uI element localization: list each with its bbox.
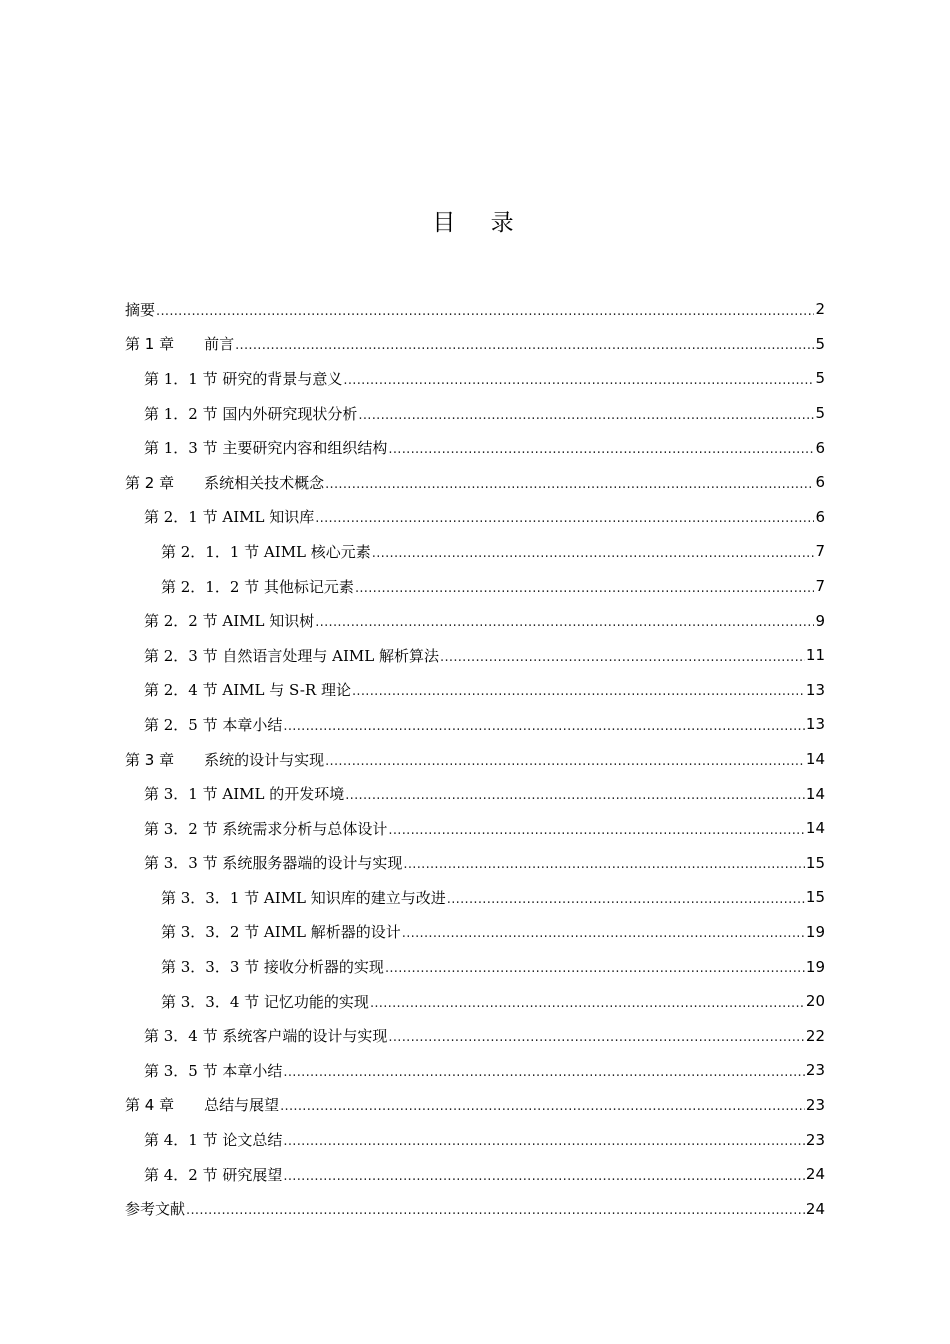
toc-dot-leader	[372, 547, 815, 560]
toc-entry-label: 参考文献	[125, 1200, 186, 1219]
toc-entry[interactable]	[125, 292, 825, 327]
toc-entry-label: 摘要	[125, 300, 156, 319]
toc-entry[interactable]	[125, 500, 825, 535]
toc-dot-leader	[345, 789, 805, 802]
toc-dot-leader	[358, 409, 814, 422]
toc-entry-label: 第 3．4 节 系统客户端的设计与实现	[144, 1027, 388, 1046]
toc-entry-label: 第 2．1．2 节 其他标记元素	[161, 577, 354, 596]
toc-entry-label: 第 1．3 节 主要研究内容和组织结构	[144, 439, 388, 458]
toc-entry[interactable]	[125, 846, 825, 881]
toc-entry-label: 第 2．5 节 本章小结	[144, 715, 283, 734]
toc-entry-page-number: 9	[815, 611, 825, 630]
toc-entry-label: 第 3．3．3 节 接收分析器的实现	[161, 958, 384, 977]
toc-entry[interactable]	[125, 776, 825, 811]
toc-dot-leader	[403, 858, 805, 871]
toc-entry[interactable]	[125, 465, 825, 500]
toc-entry-page-number: 5	[815, 404, 825, 423]
toc-entry-page-number: 15	[805, 853, 825, 872]
toc-dot-leader	[355, 582, 815, 595]
toc-entry-label: 第 3．3 节 系统服务器端的设计与实现	[144, 854, 403, 873]
toc-entry-label: 第 2．1．1 节 AIML 核心元素	[161, 542, 371, 561]
toc-entry[interactable]	[125, 949, 825, 984]
toc-entry[interactable]	[125, 603, 825, 638]
toc-entry-page-number: 24	[805, 1199, 825, 1218]
toc-dot-leader	[315, 616, 814, 629]
toc-entry[interactable]	[125, 984, 825, 1019]
toc-dot-leader	[156, 305, 814, 318]
toc-entry-page-number: 22	[805, 1026, 825, 1045]
toc-dot-leader	[325, 755, 805, 768]
toc-entry[interactable]	[125, 742, 825, 777]
toc-dot-leader	[283, 720, 805, 733]
toc-dot-leader	[283, 1135, 805, 1148]
toc-dot-leader	[388, 443, 814, 456]
toc-entry-label: 第 4．1 节 论文总结	[144, 1131, 283, 1150]
toc-entry-page-number: 20	[805, 992, 825, 1011]
toc-entry-label: 第 4 章 总结与展望	[125, 1096, 280, 1115]
toc-entry-page-number: 13	[805, 680, 825, 699]
toc-entry[interactable]	[125, 673, 825, 708]
toc-entry[interactable]	[125, 1018, 825, 1053]
toc-entry-label: 第 1．2 节 国内外研究现状分析	[144, 404, 358, 423]
toc-entry-page-number: 19	[805, 922, 825, 941]
toc-entry-page-number: 23	[805, 1061, 825, 1080]
toc-entry[interactable]	[125, 361, 825, 396]
toc-entry-page-number: 5	[815, 334, 825, 353]
toc-entry-page-number: 2	[815, 300, 825, 319]
toc-entry-page-number: 6	[815, 438, 825, 457]
toc-dot-leader	[440, 651, 805, 664]
toc-dot-leader	[235, 339, 814, 352]
toc-entry[interactable]	[125, 1122, 825, 1157]
toc-dot-leader	[283, 1066, 805, 1079]
toc-entry-label: 第 2．4 节 AIML 与 S-R 理论	[144, 681, 351, 700]
toc-entry[interactable]	[125, 430, 825, 465]
toc-entry-label: 第 4．2 节 研究展望	[144, 1165, 283, 1184]
toc-dot-leader	[402, 927, 805, 940]
toc-entry-page-number: 14	[805, 750, 825, 769]
toc-entry-label: 第 3．3．4 节 记忆功能的实现	[161, 992, 369, 1011]
toc-entry-page-number: 15	[805, 888, 825, 907]
toc-entry[interactable]	[125, 811, 825, 846]
toc-entry[interactable]	[125, 1191, 825, 1226]
toc-dot-leader	[325, 478, 814, 491]
page-title: 目 录	[432, 210, 528, 236]
toc-entry-label: 第 3．5 节 本章小结	[144, 1061, 283, 1080]
table-of-contents	[125, 292, 825, 1226]
toc-entry-label: 第 2 章 系统相关技术概念	[125, 473, 325, 492]
toc-entry-page-number: 5	[815, 369, 825, 388]
toc-entry-page-number: 7	[815, 542, 825, 561]
toc-entry-page-number: 6	[815, 473, 825, 492]
toc-entry[interactable]	[125, 707, 825, 742]
toc-entry-label: 第 1 章 前言	[125, 335, 235, 354]
toc-dot-leader	[447, 893, 805, 906]
toc-entry-page-number: 23	[805, 1130, 825, 1149]
toc-entry-label: 第 3．3．2 节 AIML 解析器的设计	[161, 923, 401, 942]
toc-entry[interactable]	[125, 1053, 825, 1088]
toc-entry[interactable]	[125, 915, 825, 950]
toc-dot-leader	[385, 962, 805, 975]
toc-entry-label: 第 2．1 节 AIML 知识库	[144, 508, 315, 527]
toc-entry[interactable]	[125, 534, 825, 569]
toc-dot-leader	[280, 1100, 805, 1113]
toc-entry-label: 第 1．1 节 研究的背景与意义	[144, 369, 343, 388]
toc-entry[interactable]	[125, 396, 825, 431]
toc-entry-label: 第 3．2 节 系统需求分析与总体设计	[144, 819, 388, 838]
toc-entry[interactable]	[125, 880, 825, 915]
toc-entry-label: 第 3．3．1 节 AIML 知识库的建立与改进	[161, 888, 446, 907]
toc-entry-label: 第 2．3 节 自然语言处理与 AIML 解析算法	[144, 646, 440, 665]
toc-dot-leader	[343, 374, 814, 387]
toc-entry[interactable]	[125, 569, 825, 604]
toc-entry-page-number: 19	[805, 957, 825, 976]
toc-entry-page-number: 23	[805, 1095, 825, 1114]
toc-entry-label: 第 3．1 节 AIML 的开发环境	[144, 785, 345, 804]
toc-entry-page-number: 7	[815, 577, 825, 596]
toc-entry-label: 第 3 章 系统的设计与实现	[125, 750, 325, 769]
toc-dot-leader	[388, 1031, 805, 1044]
toc-entry[interactable]	[125, 638, 825, 673]
toc-entry-page-number: 24	[805, 1165, 825, 1184]
toc-entry[interactable]	[125, 327, 825, 362]
toc-dot-leader	[388, 824, 805, 837]
toc-entry-page-number: 14	[805, 784, 825, 803]
toc-entry[interactable]	[125, 1088, 825, 1123]
toc-entry-page-number: 13	[805, 715, 825, 734]
toc-dot-leader	[315, 512, 814, 525]
toc-entry-page-number: 14	[805, 819, 825, 838]
toc-entry[interactable]	[125, 1157, 825, 1192]
toc-dot-leader	[186, 1204, 805, 1217]
toc-entry-page-number: 6	[815, 507, 825, 526]
toc-entry-label: 第 2．2 节 AIML 知识树	[144, 612, 315, 631]
toc-dot-leader	[370, 997, 805, 1010]
toc-entry-page-number: 11	[805, 646, 825, 665]
toc-dot-leader	[283, 1170, 805, 1183]
toc-dot-leader	[352, 685, 805, 698]
